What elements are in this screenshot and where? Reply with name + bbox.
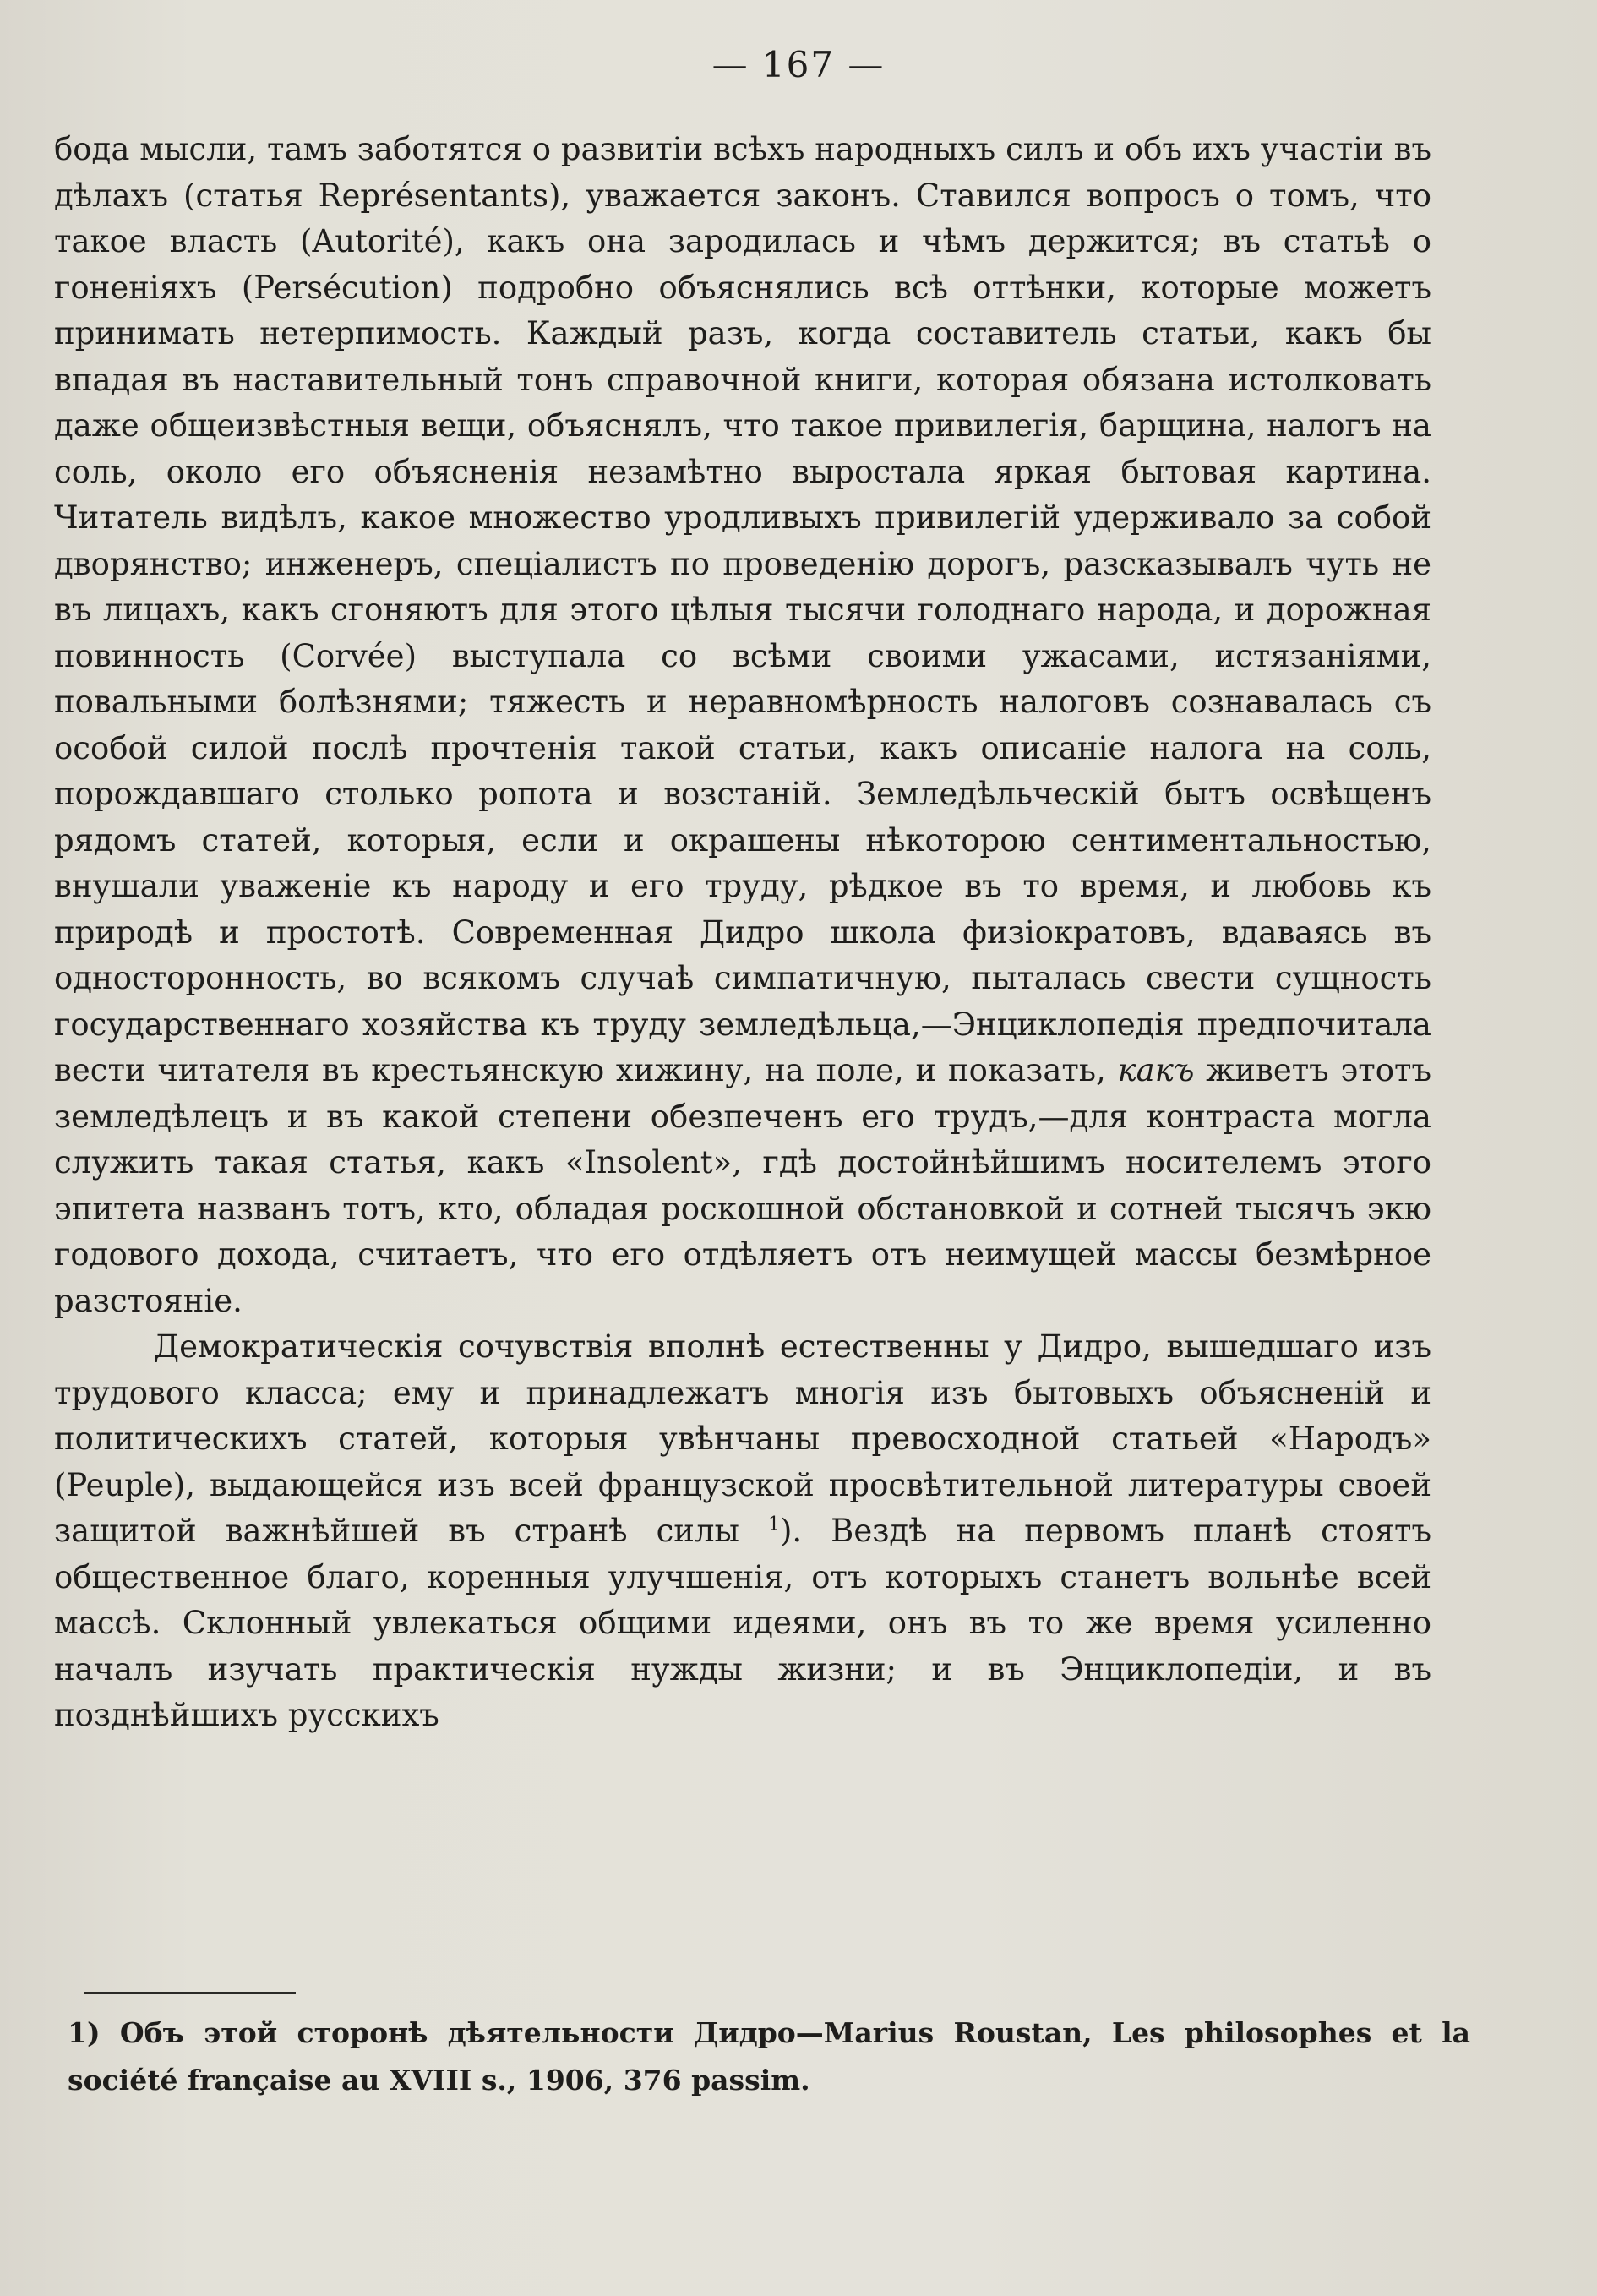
page-number: — 167 — <box>711 44 886 85</box>
paragraph-2 <box>54 1324 1431 1739</box>
footnote-label: 1 <box>68 2016 87 2049</box>
paragraph-1 <box>54 127 1431 1324</box>
body-text <box>54 127 1431 1739</box>
paragraph-2-text-end: ). Вездѣ на первомъ планѣ стоятъ общественное благо, коренныя улучшенія, отъ которыхъ станетъ вольнѣе всей массѣ. Склонный увлекаться общими идеями, онъ въ то же время усиленно началъ изучать практическія нужды жизни; и въ Энциклопедіи, и въ позднѣйшихъ русскихъ <box>54 1513 1431 1733</box>
paragraph-1-text-start: бода мысли, тамъ заботятся о развитіи всѣхъ народныхъ силъ и объ ихъ участіи въ дѣлахъ (статья Représentants), уважается законъ. Ставился вопросъ о томъ, что такое власть (Autorité), какъ она зародилась и чѣмъ держится; въ статьѣ о гоненіяхъ (Persécution) подробно объяснялись всѣ оттѣнки, которые можетъ принимать нетерпимость. Каждый разъ, когда составитель статьи, какъ бы впадая въ наставительный тонъ справочной книги, которая обязана истолковать даже общеизвѣстныя вещи, объяснялъ, что такое привилегія, барщина, налогъ на соль, около его объясненія незамѣтно выростала яркая бытовая картина. Читатель видѣлъ, какое множество уродливыхъ привилегій удерживало за собой дворянство; инженеръ, спеціалистъ по проведенію дорогъ, разсказывалъ чуть не въ лицахъ, какъ сгоняютъ для этого цѣлыя тысячи голоднаго народа, и дорожная повинность (Corvée) выступала со всѣми своими ужасами, истязаніями, повальными болѣзнями; тяжесть и неравномѣрность налоговъ сознавалась съ особой силой послѣ прочтенія такой статьи, какъ описаніе налога на соль, порождавшаго столько ропота и возстаній. Земледѣльческій бытъ освѣщенъ рядомъ статей, которыя, если и окрашены нѣкоторою сентиментальностью, внушали уваженіе къ народу и его труду, рѣдкое въ то время, и любовь къ природѣ и простотѣ. Современная Дидро школа физіократовъ, вдаваясь въ односторонность, во всякомъ случаѣ симпатичную, пыталась свести сущность государственнаго хозяйства къ труду земледѣльца,—Энциклопедія предпочитала вести читателя въ крестьянскую хижину, на поле, и показать, <box>54 131 1431 1088</box>
footnote <box>68 2010 1470 2104</box>
emphasis-word: какъ <box>1117 1052 1195 1088</box>
footnote-text: ) Объ этой сторонѣ дѣятельности Дидро—Marius Roustan, Les philosophes et la société française au XVIII s., 1906, 376 passim. <box>68 2016 1470 2097</box>
paragraph-2-text-start: Демократическія сочувствія вполнѣ естественны у Дидро, вышедшаго изъ трудового класса; ему и принадлежатъ многія изъ бытовыхъ объясненій и политическихъ статей, которыя увѣнчаны превосходной статьей «Народъ» (Peuple), выдающейся изъ всей французской просвѣтительной литературы своей защитой важнѣйшей въ странѣ силы <box>54 1328 1431 1549</box>
footnote-divider <box>84 1992 296 1994</box>
paragraph-1-text-end: живетъ этотъ земледѣлецъ и въ какой степени обезпеченъ его трудъ,—для контраста могла служить такая статья, какъ «Insolent», гдѣ достойнѣйшимъ носителемъ этого эпитета названъ тотъ, кто, обладая роскошной обстановкой и сотней тысячъ экю годового дохода, считаетъ, что его отдѣляетъ отъ неимущей массы безмѣрное разстояніе. <box>54 1052 1432 1319</box>
footnote-reference: 1 <box>767 1513 780 1535</box>
